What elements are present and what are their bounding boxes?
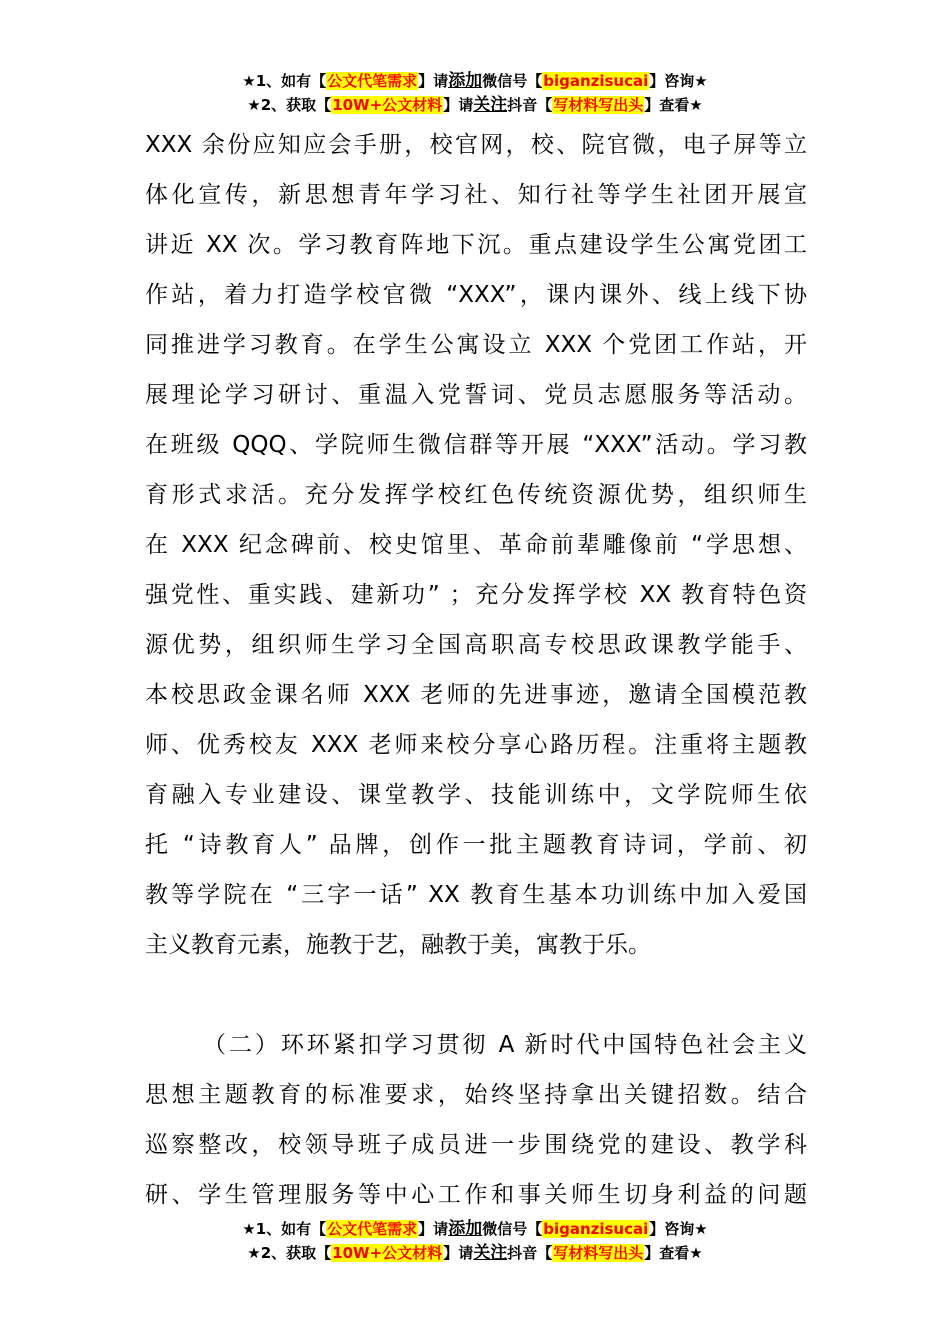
- banner-line-1: [0, 1218, 950, 1242]
- banner-text: 】请: [443, 96, 474, 114]
- banner-text: 】查看★: [644, 1244, 703, 1262]
- paragraph-gap: [145, 970, 807, 1020]
- text-line: 教等学院在 “三字一话” XX 教育生基本功训练中加入爱国: [145, 882, 807, 908]
- text-line: 主义教育元素，施教于艺，融教于美，寓教于乐。: [145, 932, 651, 958]
- banner-line-1: [0, 70, 950, 94]
- paragraph-1: [145, 120, 807, 970]
- banner-text: 】请: [418, 1220, 449, 1238]
- document-body: [145, 120, 807, 1220]
- banner-emphasis: 添加: [448, 71, 483, 91]
- banner-text: 微信号【: [482, 72, 543, 90]
- text-line: 研、学生管理服务等中心工作和事关师生切身利益的问题: [145, 1182, 807, 1208]
- footer-banner: [0, 1218, 950, 1266]
- text-line: 本校思政金课名师 XXX 老师的先进事迹，邀请全国模范教: [145, 682, 807, 708]
- text-line: 讲近 XX 次。学习教育阵地下沉。重点建设学生公寓党团工: [145, 232, 807, 258]
- banner-highlight: 写材料写出头: [553, 96, 644, 114]
- banner-text: 抖音【: [507, 1244, 553, 1262]
- text-line: XXX 余份应知应会手册，校官网，校、院官微，电子屏等立: [145, 132, 807, 158]
- banner-text: ★2、获取【: [247, 1244, 332, 1262]
- banner-text: 】咨询★: [649, 1220, 708, 1238]
- banner-text: 】请: [418, 72, 449, 90]
- text-line: （二）环环紧扣学习贯彻 A 新时代中国特色社会主义: [203, 1032, 807, 1058]
- text-line: 巡察整改，校领导班子成员进一步围绕党的建设、教学科: [145, 1132, 807, 1158]
- text-line: 思想主题教育的标准要求，始终坚持拿出关键招数。结合: [145, 1082, 807, 1108]
- banner-highlight: 公文代笔需求: [327, 1220, 418, 1238]
- banner-emphasis: 添加: [448, 1219, 483, 1239]
- banner-text: 】查看★: [644, 96, 703, 114]
- banner-line-2: [0, 94, 950, 118]
- banner-emphasis: 关注: [473, 1243, 508, 1263]
- text-line: 作站，着力打造学校官微 “XXX”，课内课外、线上线下协: [145, 282, 807, 308]
- banner-text: 】请: [443, 1244, 474, 1262]
- text-line: 源优势，组织师生学习全国高职高专校思政课教学能手、: [145, 632, 807, 658]
- banner-text: 微信号【: [482, 1220, 543, 1238]
- paragraph-2: [145, 1020, 807, 1220]
- banner-text: ★1、如有【: [242, 1220, 327, 1238]
- text-line: 育形式求活。充分发挥学校红色传统资源优势，组织师生: [145, 482, 807, 508]
- text-line: 在班级 QQQ、学院师生微信群等开展 “XXX”活动。学习教: [145, 432, 807, 458]
- text-line: 体化宣传，新思想青年学习社、知行社等学生社团开展宣: [145, 182, 807, 208]
- text-line: 强党性、重实践、建新功” ；充分发挥学校 XX 教育特色资: [145, 582, 807, 608]
- banner-highlight: 10W+公文材料: [332, 1244, 443, 1262]
- banner-highlight: 写材料写出头: [553, 1244, 644, 1262]
- text-line: 在 XXX 纪念碑前、校史馆里、革命前辈雕像前 “学思想、: [145, 532, 807, 558]
- banner-highlight: biganzisucai: [543, 72, 649, 90]
- text-line: 展理论学习研讨、重温入党誓词、党员志愿服务等活动。: [145, 382, 807, 408]
- banner-text: 】咨询★: [649, 72, 708, 90]
- text-line: 师、优秀校友 XXX 老师来校分享心路历程。注重将主题教: [145, 732, 807, 758]
- banner-highlight: biganzisucai: [543, 1220, 649, 1238]
- banner-highlight: 公文代笔需求: [327, 72, 418, 90]
- banner-line-2: [0, 1242, 950, 1266]
- text-line: 育融入专业建设、课堂教学、技能训练中，文学院师生依: [145, 782, 807, 808]
- banner-text: ★1、如有【: [242, 72, 327, 90]
- banner-text: ★2、获取【: [247, 96, 332, 114]
- banner-highlight: 10W+公文材料: [332, 96, 443, 114]
- text-line: 托 “诗教育人” 品牌，创作一批主题教育诗词，学前、初: [145, 832, 807, 858]
- text-line: 同推进学习教育。在学生公寓设立 XXX 个党团工作站，开: [145, 332, 807, 358]
- banner-emphasis: 关注: [473, 95, 508, 115]
- banner-text: 抖音【: [507, 96, 553, 114]
- header-banner: [0, 70, 950, 118]
